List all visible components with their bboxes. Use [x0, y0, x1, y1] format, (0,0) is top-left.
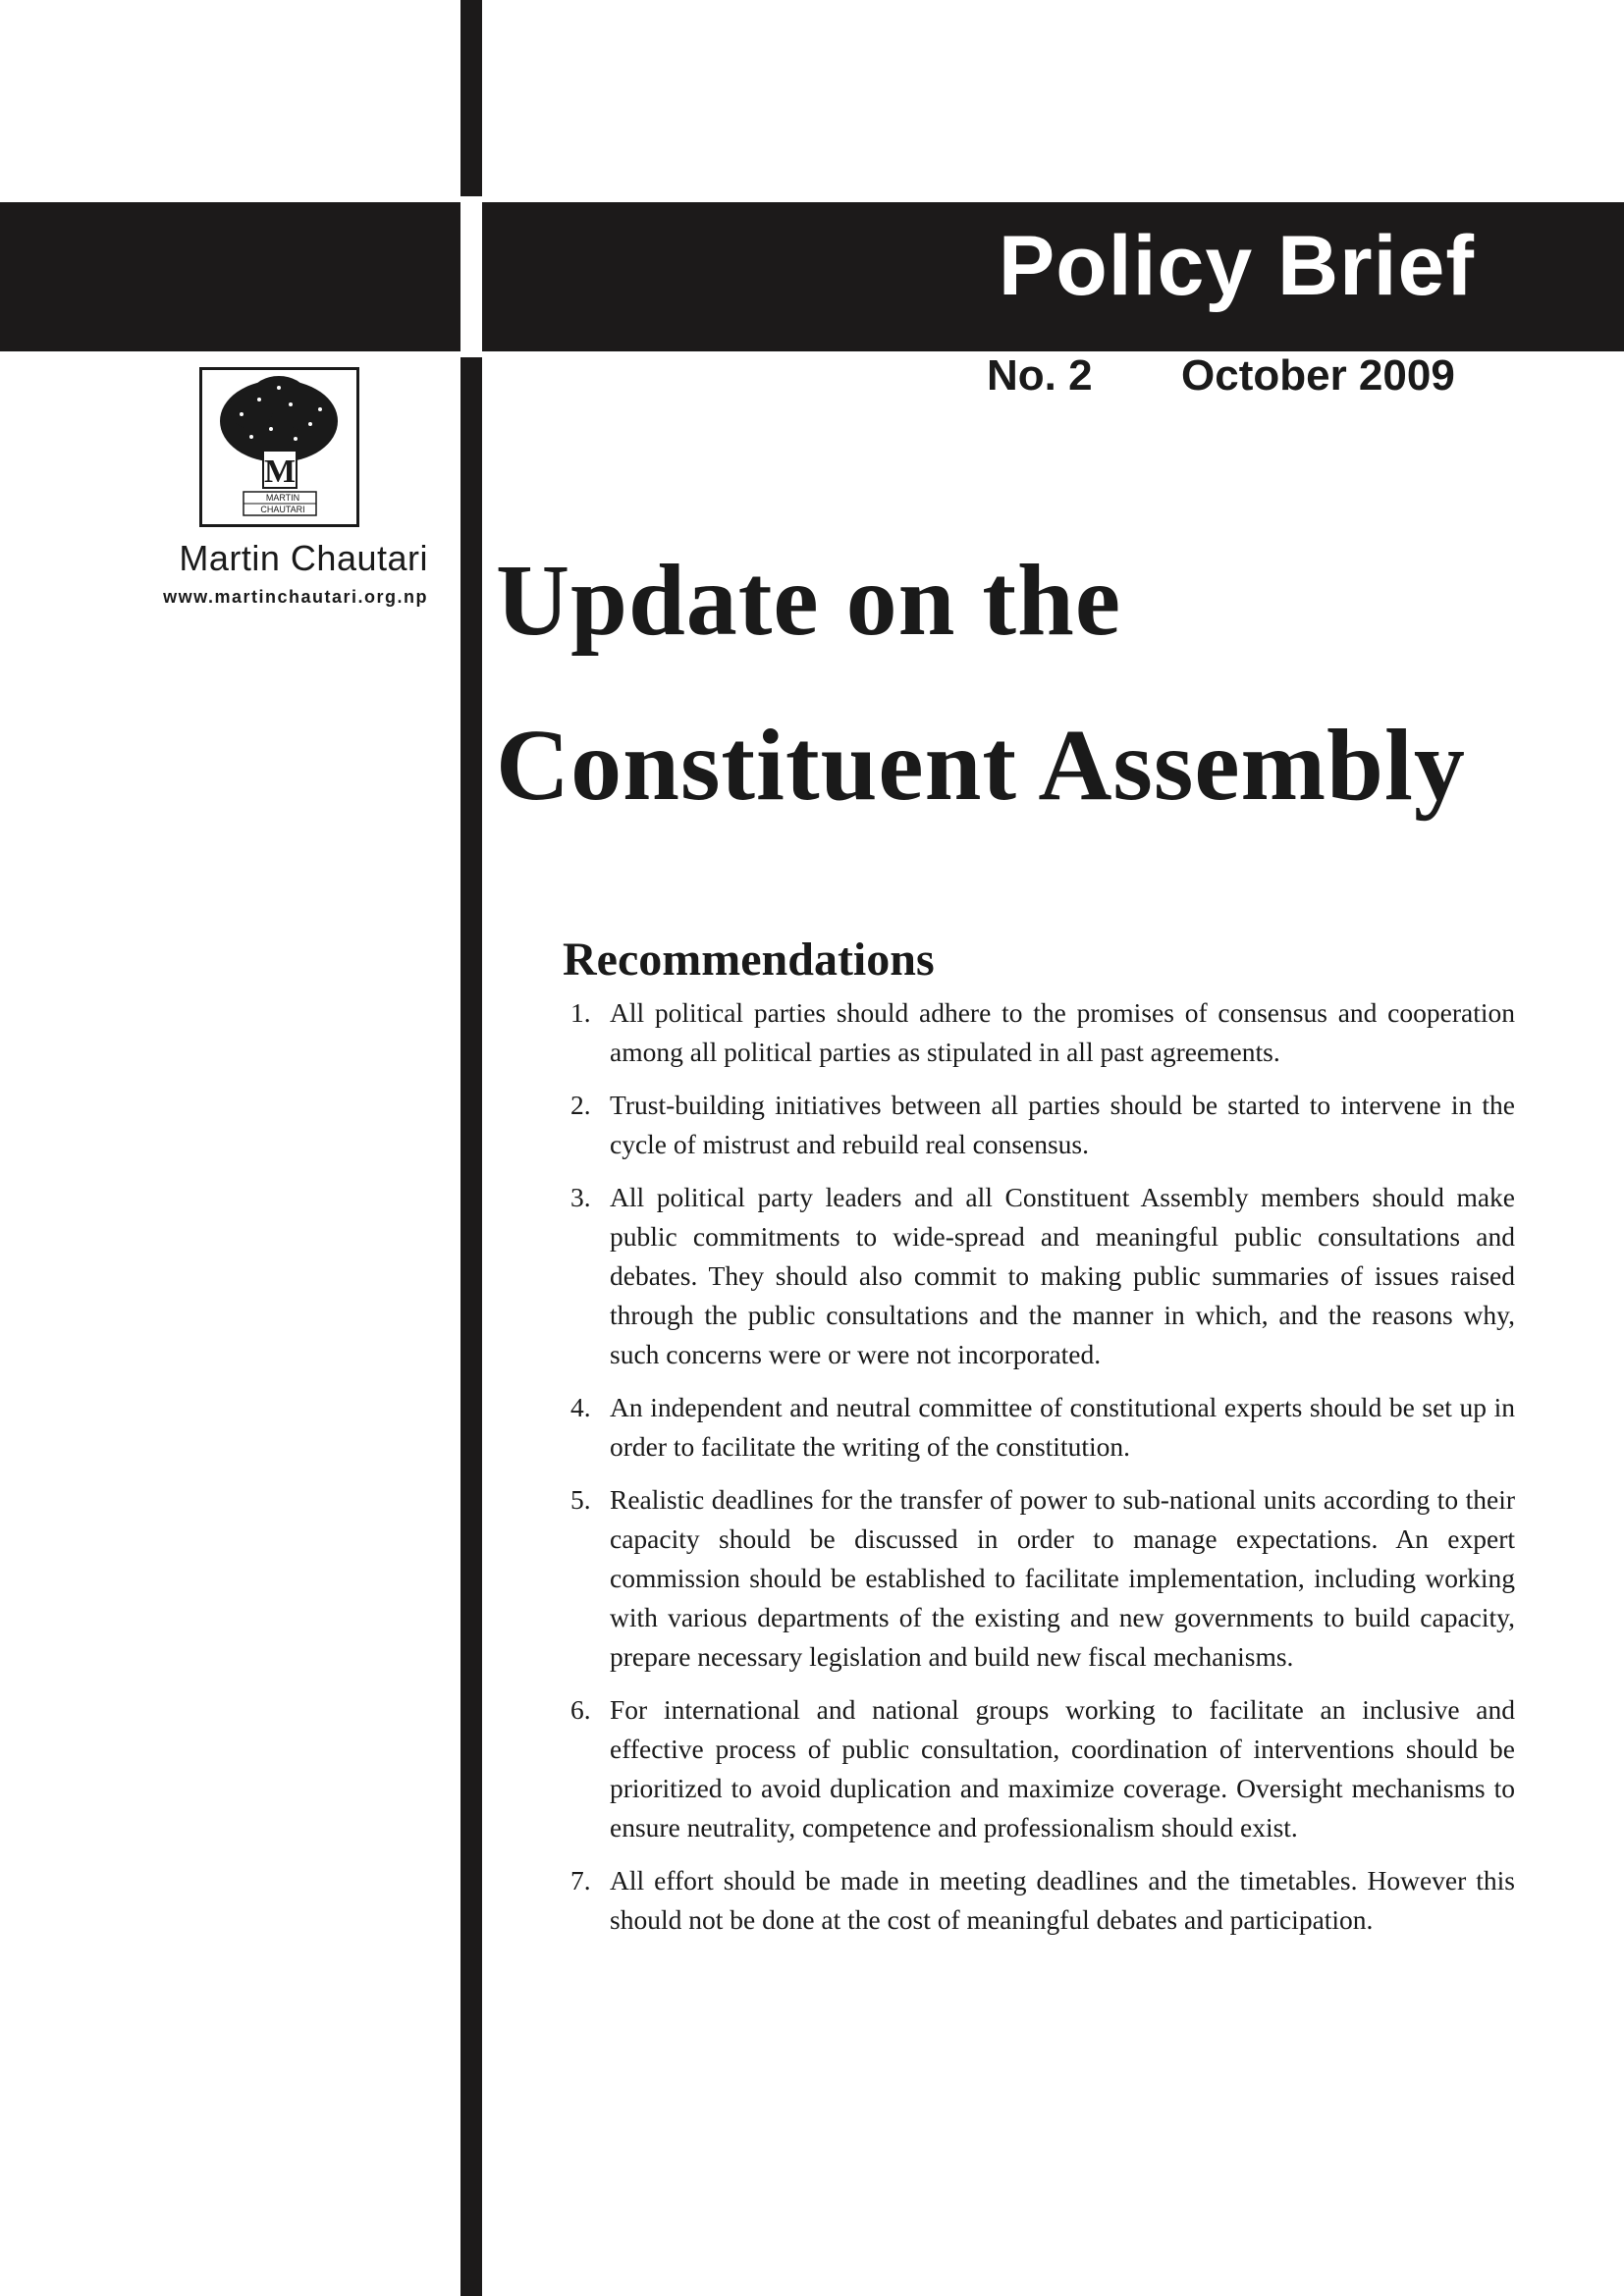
list-item — [563, 1861, 1515, 1940]
list-item-number: 1. — [570, 997, 591, 1028]
issue-date: October 2009 — [1181, 351, 1455, 400]
series-title: Policy Brief — [998, 219, 1475, 313]
organization-logo — [199, 367, 359, 527]
title-line-2: Constituent Assembly — [496, 709, 1466, 822]
list-item — [563, 1086, 1515, 1164]
list-item — [563, 1690, 1515, 1847]
list-item-number: 2. — [570, 1090, 591, 1120]
list-item-text: For international and national groups working to facilitate an inclusive and effective process of public consultation, coordination of interventions should be prioritized to avoid duplication and maximize coverage. Oversight mechanisms to ensure neutrality, competence and professionalism should exist. — [610, 1694, 1515, 1842]
list-item-text: An independent and neutral committee of constitutional experts should be set up in order to facilitate the writing of the constitution. — [610, 1392, 1515, 1462]
title-line-1: Update on the — [496, 544, 1122, 657]
list-item-text: Trust-building initiatives between all parties should be started to intervene in the cycle of mistrust and rebuild real consensus. — [610, 1090, 1515, 1159]
issue-number: No. 2 — [987, 351, 1093, 400]
list-item-number: 4. — [570, 1392, 591, 1422]
list-item — [563, 1178, 1515, 1374]
list-item-number: 3. — [570, 1182, 591, 1212]
list-item-text: All political party leaders and all Constituent Assembly members should make public commitments to wide-spread and meaningful public consultations and debates. They should also commit to making public summaries of issues raised through the public consultations and the manner in which, and the reasons why, such concerns were or were not incorporated. — [610, 1182, 1515, 1369]
page-title — [496, 518, 1466, 848]
list-item-text: All effort should be made in meeting deadlines and the timetables. However this should not be done at the cost of meaningful debates and participation. — [610, 1865, 1515, 1935]
logo-text-bottom: CHAUTARI — [260, 505, 305, 514]
organization-website: www.martinchautari.org.np — [163, 587, 428, 607]
list-item-number: 7. — [570, 1865, 591, 1896]
list-item-text: All political parties should adhere to the promises of consensus and cooperation among all political parties as stipulated in all past agreements. — [610, 997, 1515, 1067]
recommendations-heading: Recommendations — [563, 934, 935, 986]
header-band-gap — [460, 196, 482, 357]
issue-info — [987, 351, 1455, 400]
list-item — [563, 1388, 1515, 1467]
list-item-number: 6. — [570, 1694, 591, 1725]
svg-text:M: M — [263, 454, 297, 490]
list-item-number: 5. — [570, 1484, 591, 1515]
recommendations-list — [563, 993, 1515, 1953]
vertical-rule — [460, 357, 482, 2296]
list-item-text: Realistic deadlines for the transfer of power to sub-national units according to their capacity should be discussed in order to manage expectations. An expert commission should be established to facilitate implementation, including working with various departments of the existing and new governments to build capacity, prepare necessary legislation and build new fiscal mechanisms. — [610, 1484, 1515, 1672]
list-item — [563, 993, 1515, 1072]
logo-text-top: MARTIN — [265, 493, 300, 503]
vertical-rule-top — [460, 0, 482, 196]
organization-name: Martin Chautari — [179, 538, 428, 578]
list-item — [563, 1480, 1515, 1677]
